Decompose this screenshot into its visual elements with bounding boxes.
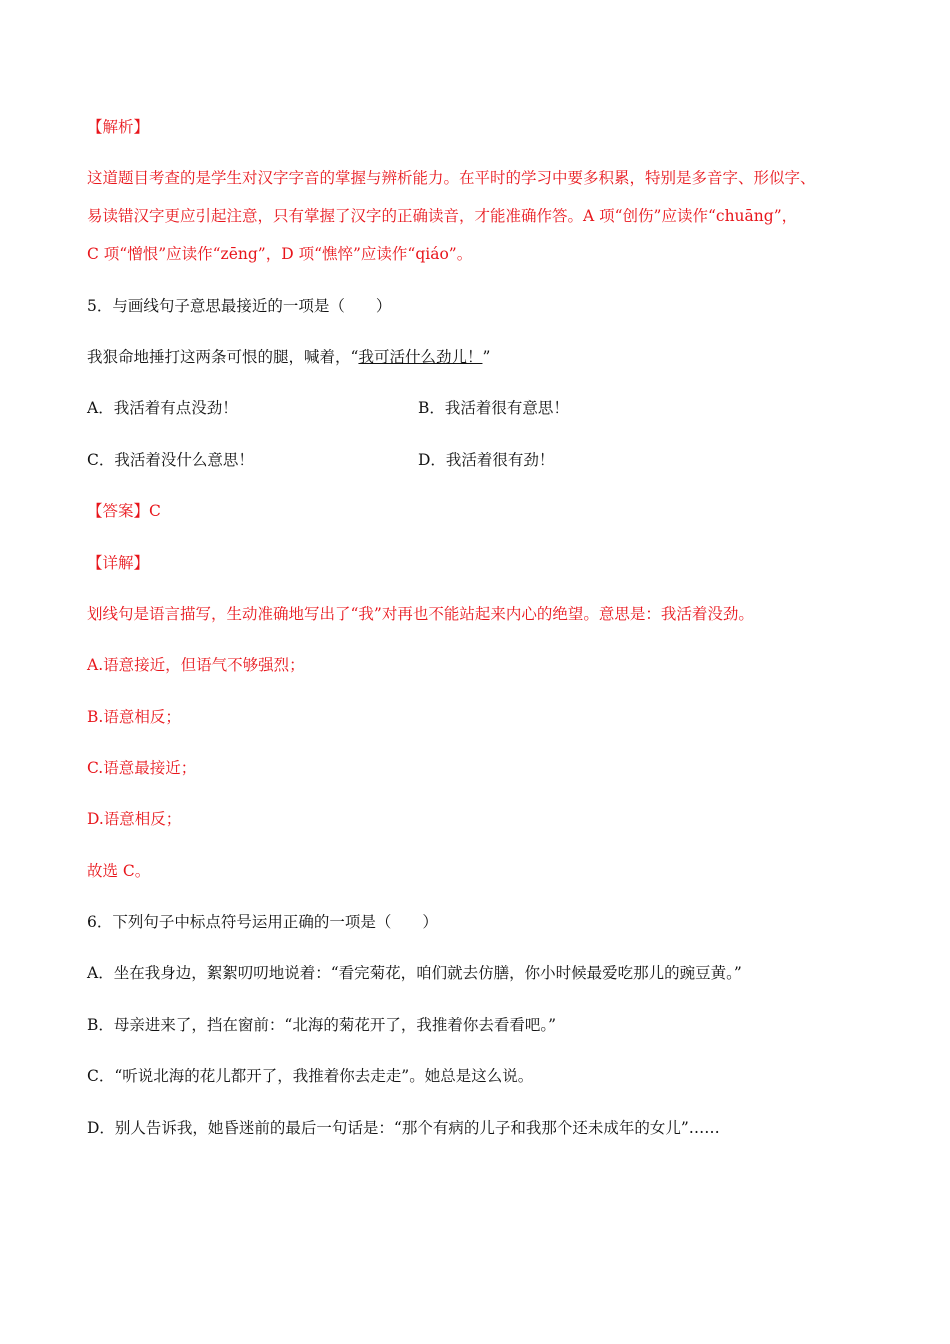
detail-line: B.语意相反； [87, 708, 181, 726]
detail-heading: 【详解】 [87, 554, 150, 572]
q5-option-a: A．我活着有点没劲！ [87, 399, 238, 417]
analysis-line: 这道题目考查的是学生对汉字字音的掌握与辨析能力。在平时的学习中要多积累，特别是多音字、形似字、 [87, 169, 816, 187]
q6-option-d: D．别人告诉我，她昏迷前的最后一句话是：“那个有病的儿子和我那个还未成年的女儿”…… [87, 1119, 720, 1137]
detail-line: 故选 C。 [87, 862, 151, 880]
sentence-prefix: 我狠命地捶打这两条可恨的腿，喊着，“ [87, 348, 359, 366]
q6-option-a: A．坐在我身边，絮絮叨叨地说着：“看完菊花，咱们就去仿膳，你小时候最爱吃那儿的豌豆黄。” [87, 964, 742, 982]
answer-value: C [149, 502, 161, 520]
answer-heading: 【答案】 [87, 502, 150, 520]
q5-option-b: B．我活着很有意思！ [418, 399, 569, 417]
q5-option-c: C．我活着没什么意思！ [87, 451, 254, 469]
detail-line: A.语意接近，但语气不够强烈； [87, 656, 305, 674]
analysis-line: C 项“憎恨”应读作“zēng”，D 项“憔悴”应读作“qiáo”。 [87, 245, 473, 263]
analysis-line: 易读错汉字更应引起注意，只有掌握了汉字的正确读音，才能准确作答。A 项“创伤”应读作“chuāng”， [87, 207, 798, 225]
q6-option-c: C．“听说北海的花儿都开了，我推着你去走走”。她总是这么说。 [87, 1067, 534, 1085]
detail-line: C.语意最接近； [87, 759, 197, 777]
q5-sentence [87, 347, 490, 367]
q5-answer [87, 501, 161, 521]
underlined-sentence: 我可活什么劲儿！ [358, 348, 483, 366]
q5-option-d: D．我活着很有劲！ [418, 451, 555, 469]
sentence-suffix: ” [482, 348, 491, 366]
detail-line: 划线句是语言描写，生动准确地写出了“我”对再也不能站起来内心的绝望。意思是：我活着没劲。 [87, 605, 754, 623]
q6-stem: 6．下列句子中标点符号运用正确的一项是（ ） [87, 913, 438, 931]
detail-line: D.语意相反； [87, 810, 182, 828]
q6-option-b: B．母亲进来了，挡在窗前：“北海的菊花开了，我推着你去看看吧。” [87, 1016, 556, 1034]
analysis-heading: 【解析】 [87, 118, 150, 136]
q5-stem: 5．与画线句子意思最接近的一项是（ ） [87, 297, 392, 315]
